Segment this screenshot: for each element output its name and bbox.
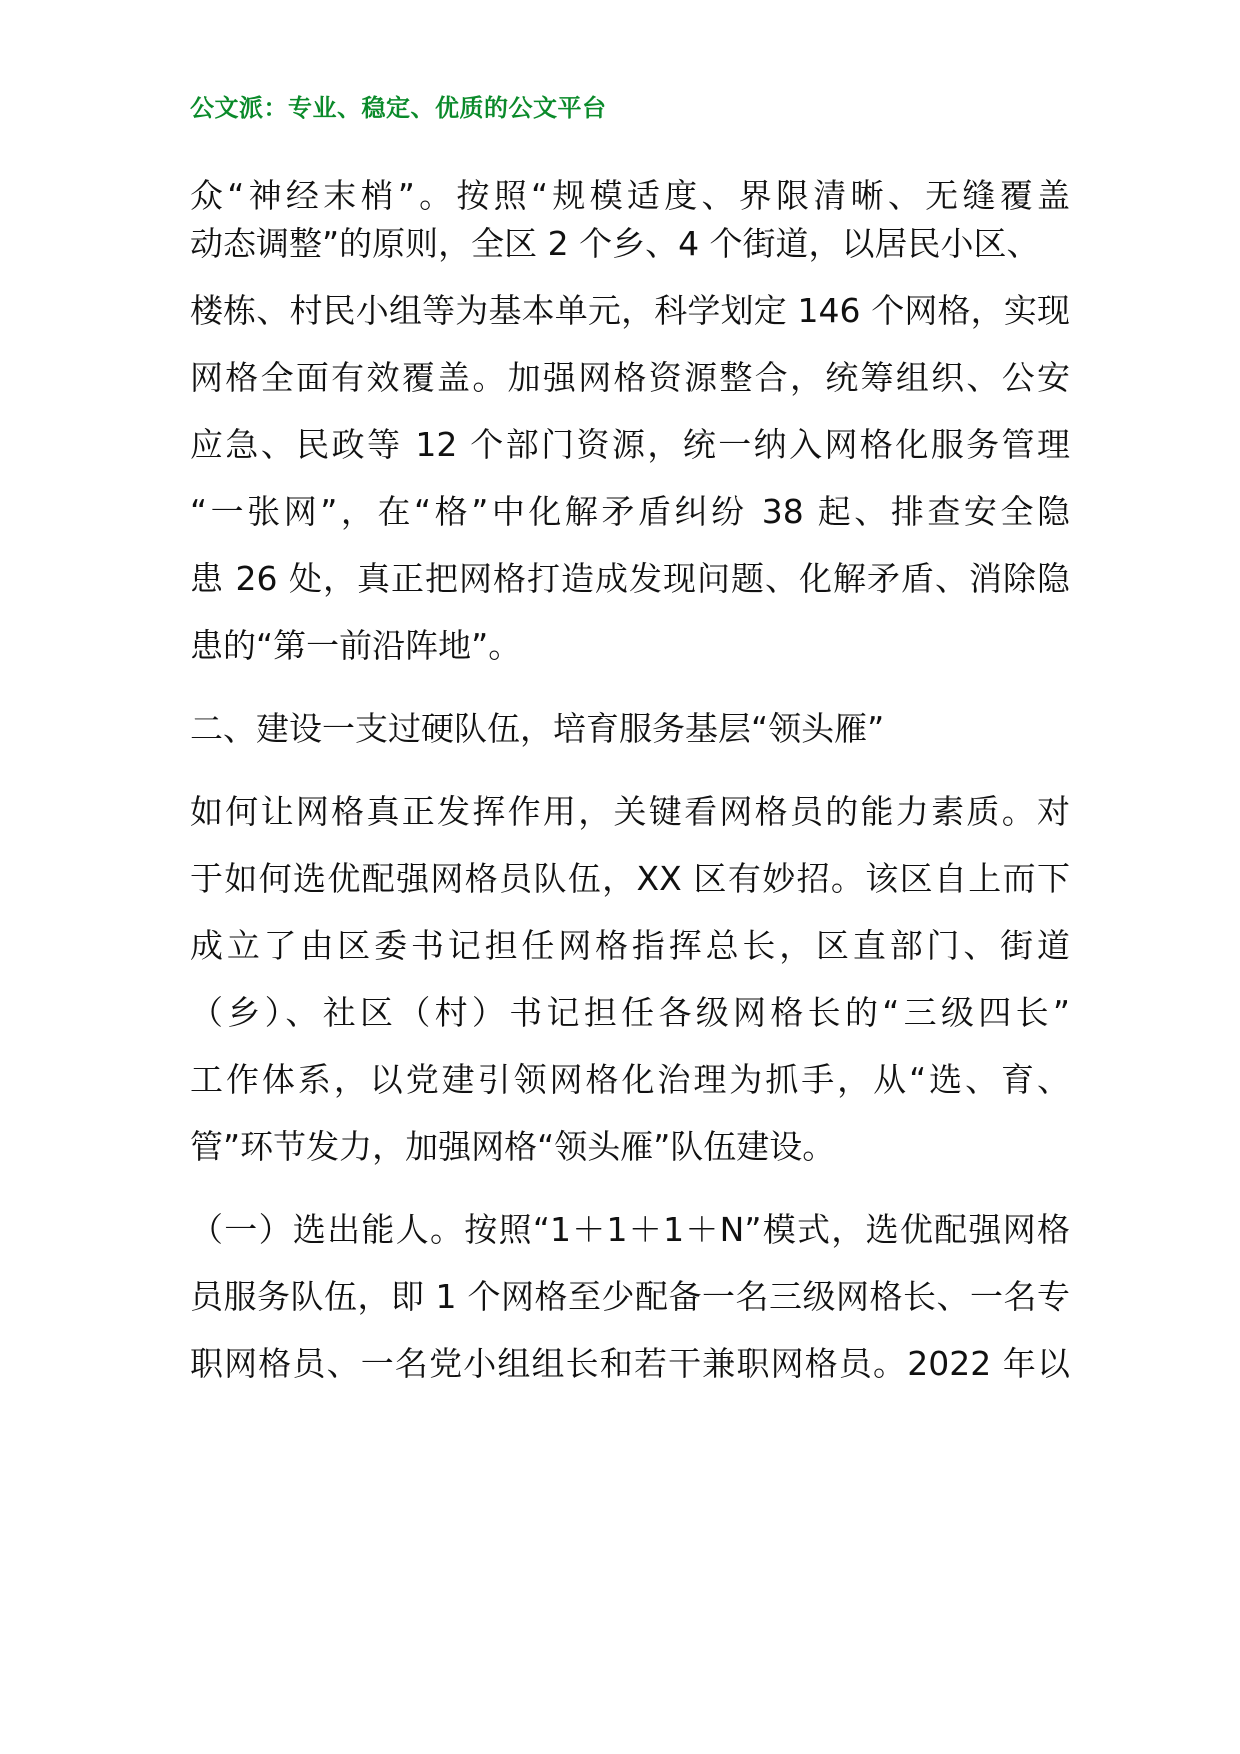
subsection-line: （一）选出能人。按照“1＋1＋1＋N”模式，选优配强网格 [190, 1210, 1070, 1249]
body-text-line: 动态调整”的原则，全区 2 个乡、4 个街道，以居民小区、 [190, 224, 1040, 263]
body-text-line: 成立了由区委书记担任网格指挥总长，区直部门、街道 [190, 926, 1070, 965]
site-header-slogan: 公文派：专业、稳定、优质的公文平台 [190, 94, 607, 122]
body-text-line: 员服务队伍，即 1 个网格至少配备一名三级网格长、一名专 [190, 1277, 1070, 1316]
body-text-line: 管”环节发力，加强网格“领头雁”队伍建设。 [190, 1127, 836, 1166]
body-text-line: 如何让网格真正发挥作用，关键看网格员的能力素质。对 [190, 792, 1070, 831]
body-text-line: 应急、民政等 12 个部门资源，统一纳入网格化服务管理 [190, 425, 1070, 464]
body-text-line: 于如何选优配强网格员队伍，XX 区有妙招。该区自上而下 [190, 859, 1070, 898]
section-heading: 二、建设一支过硬队伍，培育服务基层“领头雁” [190, 709, 885, 748]
body-text-line: 楼栋、村民小组等为基本单元，科学划定 146 个网格，实现 [190, 291, 1070, 330]
body-text-line: 网格全面有效覆盖。加强网格资源整合，统筹组织、公安 [190, 358, 1070, 397]
body-text-line: 患的“第一前沿阵地”。 [190, 626, 522, 665]
body-text-line: （乡）、社区（村）书记担任各级网格长的“三级四长” [190, 993, 1070, 1032]
body-text-line: 职网格员、一名党小组组长和若干兼职网格员。2022 年以 [190, 1344, 1070, 1383]
body-text-line: “一张网”，在“格”中化解矛盾纠纷 38 起、排查安全隐 [190, 492, 1070, 531]
body-text-line: 众“神经末梢”。按照“规模适度、界限清晰、无缝覆盖 [190, 176, 1070, 215]
body-text-line: 工作体系，以党建引领网格化治理为抓手，从“选、育、 [190, 1060, 1070, 1099]
body-text-line: 患 26 处，真正把网格打造成发现问题、化解矛盾、消除隐 [190, 559, 1070, 598]
